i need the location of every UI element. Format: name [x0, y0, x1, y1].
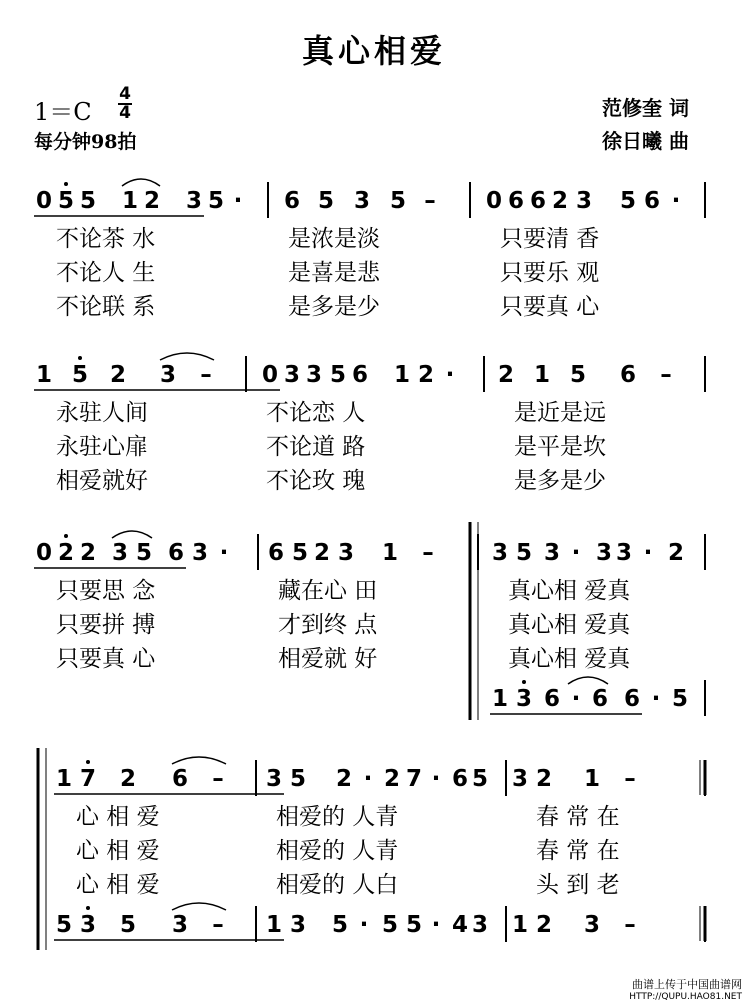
- note: –: [624, 766, 636, 792]
- note: 3: [575, 188, 592, 214]
- lyric-line: 藏在心 田: [278, 578, 378, 604]
- slur: [122, 179, 160, 186]
- note: 6: [451, 766, 468, 792]
- note: 0: [485, 188, 502, 214]
- lyric-line: 真心相 爱真: [508, 612, 631, 638]
- note: 3: [471, 912, 488, 938]
- note: 0: [261, 362, 278, 388]
- note: 6: [591, 686, 608, 712]
- note: 6: [171, 766, 188, 792]
- lyric-line: 只要乐 观: [500, 260, 600, 286]
- note: 3: [543, 540, 560, 566]
- note: 2: [551, 188, 568, 214]
- lyric-line: 是喜是悲: [288, 260, 380, 286]
- lyric-line: 心 相 爱: [76, 838, 160, 864]
- note: ·: [431, 766, 441, 792]
- note: ·: [233, 188, 243, 214]
- lyric-line: 不论道 路: [266, 434, 366, 460]
- note: 6: [283, 188, 300, 214]
- note: 5: [389, 188, 406, 214]
- note: 3: [305, 362, 322, 388]
- note: ·: [671, 188, 681, 214]
- composer-credit: 徐日曦 曲: [602, 129, 689, 153]
- note: 3: [283, 362, 300, 388]
- note: ·: [445, 362, 455, 388]
- note: 6: [623, 686, 640, 712]
- note: 6: [529, 188, 546, 214]
- lyric-line: 才到终 点: [278, 612, 378, 638]
- note: 3: [289, 912, 306, 938]
- note: 1: [511, 912, 528, 938]
- note: 5: [329, 362, 346, 388]
- octave-dot: [64, 182, 68, 186]
- note: 2: [535, 912, 552, 938]
- note: 3: [515, 686, 532, 712]
- note: 5: [381, 912, 398, 938]
- lyric-line: 相爱的 人白: [276, 872, 399, 898]
- note: 5: [515, 540, 532, 566]
- note: 5: [135, 540, 152, 566]
- lyric-line: 真心相 爱真: [508, 578, 631, 604]
- note: 2: [667, 540, 684, 566]
- note: 4: [451, 912, 468, 938]
- note: 5: [57, 188, 74, 214]
- note: 3: [111, 540, 128, 566]
- lyric-line: 是近是远: [514, 400, 606, 426]
- time-denominator: 4: [119, 103, 131, 123]
- note: 2: [383, 766, 400, 792]
- slur: [172, 757, 226, 764]
- lyric-line: 是浓是淡: [288, 226, 380, 252]
- lyric-line: 是多是少: [288, 294, 380, 320]
- note: 1: [533, 362, 550, 388]
- note: 2: [119, 766, 136, 792]
- lyric-line: 只要清 香: [500, 226, 600, 252]
- note: 0: [35, 188, 52, 214]
- note: 2: [535, 766, 552, 792]
- note: 1: [55, 766, 72, 792]
- lyric-line: 只要拼 搏: [56, 612, 156, 638]
- octave-dot: [78, 356, 82, 360]
- note: 7: [405, 766, 422, 792]
- note: 3: [191, 540, 208, 566]
- watermark-line1: 曲谱上传于中国曲谱网: [632, 978, 742, 991]
- time-numerator: 4: [119, 84, 131, 104]
- note: 5: [207, 188, 224, 214]
- note: 1: [583, 766, 600, 792]
- lyric-line: 永驻心扉: [56, 434, 148, 460]
- note: 1: [491, 686, 508, 712]
- note: –: [624, 912, 636, 938]
- note: 3: [185, 188, 202, 214]
- note: 1: [121, 188, 138, 214]
- note: ·: [571, 686, 581, 712]
- note: 6: [543, 686, 560, 712]
- note: 3: [583, 912, 600, 938]
- note: 0: [35, 540, 52, 566]
- note: 1: [381, 540, 398, 566]
- lyric-line: 相爱的 人青: [276, 804, 399, 830]
- note: 5: [119, 912, 136, 938]
- note: 3: [353, 188, 370, 214]
- note: 5: [405, 912, 422, 938]
- note: 5: [569, 362, 586, 388]
- slur: [172, 903, 226, 910]
- note: 3: [595, 540, 612, 566]
- note: 2: [79, 540, 96, 566]
- note: –: [422, 540, 434, 566]
- watermark: [629, 978, 742, 1004]
- note: 6: [267, 540, 284, 566]
- slur: [568, 677, 608, 684]
- octave-dot: [64, 534, 68, 538]
- note: 5: [317, 188, 334, 214]
- note: –: [200, 362, 212, 388]
- note: 7: [79, 766, 96, 792]
- note: 5: [71, 362, 88, 388]
- note: 3: [337, 540, 354, 566]
- note: 2: [313, 540, 330, 566]
- lyric-line: 不论茶 水: [56, 226, 156, 252]
- note: 6: [167, 540, 184, 566]
- slur: [160, 353, 214, 360]
- note: 2: [57, 540, 74, 566]
- lyric-line: 不论玫 瑰: [266, 468, 366, 494]
- lyric-line: 头 到 老: [536, 872, 620, 898]
- note: 6: [619, 362, 636, 388]
- note: –: [424, 188, 436, 214]
- lyric-line: 相爱就 好: [278, 646, 378, 672]
- note: 1: [393, 362, 410, 388]
- slur: [112, 531, 152, 538]
- note: –: [212, 912, 224, 938]
- lyric-line: 不论联 系: [56, 294, 156, 320]
- note: 5: [671, 686, 688, 712]
- lyric-line: 心 相 爱: [76, 872, 160, 898]
- note: 3: [159, 362, 176, 388]
- tempo-marking: 每分钟98拍: [34, 131, 137, 153]
- octave-dot: [86, 906, 90, 910]
- note: 1: [35, 362, 52, 388]
- note: 5: [289, 766, 306, 792]
- note: 5: [331, 912, 348, 938]
- lyric-line: 真心相 爱真: [508, 646, 631, 672]
- note: ·: [571, 540, 581, 566]
- note: –: [660, 362, 672, 388]
- lyric-line: 是平是坎: [514, 434, 606, 460]
- lyric-line: 不论人 生: [56, 260, 156, 286]
- note: ·: [651, 686, 661, 712]
- note: 2: [143, 188, 160, 214]
- note: 3: [491, 540, 508, 566]
- lyric-line: 春 常 在: [536, 838, 620, 864]
- lyric-line: 不论恋 人: [266, 400, 366, 426]
- note: 3: [265, 766, 282, 792]
- note: ·: [431, 912, 441, 938]
- note: 6: [643, 188, 660, 214]
- note: ·: [359, 912, 369, 938]
- note: 2: [417, 362, 434, 388]
- note: 1: [265, 912, 282, 938]
- lyric-line: 是多是少: [514, 468, 606, 494]
- page-title: 真心相爱: [301, 32, 446, 70]
- key-signature: 1＝C: [34, 98, 92, 126]
- watermark-line2: HTTP://QUPU.HAO81.NET: [629, 992, 742, 1002]
- note: 5: [79, 188, 96, 214]
- lyric-line: 只要真 心: [56, 646, 156, 672]
- note: 2: [109, 362, 126, 388]
- note: 3: [79, 912, 96, 938]
- note: 3: [511, 766, 528, 792]
- note: 6: [507, 188, 524, 214]
- lyric-line: 春 常 在: [536, 804, 620, 830]
- note: –: [212, 766, 224, 792]
- note: 5: [291, 540, 308, 566]
- note: 2: [497, 362, 514, 388]
- lyric-line: 相爱的 人青: [276, 838, 399, 864]
- lyric-line: 只要思 念: [56, 578, 156, 604]
- lyric-line: 永驻人间: [56, 400, 148, 426]
- note: 5: [55, 912, 72, 938]
- note: 6: [351, 362, 368, 388]
- lyric-line: 只要真 心: [500, 294, 600, 320]
- note: 2: [335, 766, 352, 792]
- note: ·: [643, 540, 653, 566]
- lyricist-credit: 范修奎 词: [602, 96, 689, 120]
- note: 3: [615, 540, 632, 566]
- octave-dot: [86, 760, 90, 764]
- octave-dot: [522, 680, 526, 684]
- note: 3: [171, 912, 188, 938]
- note: ·: [363, 766, 373, 792]
- lyric-line: 相爱就好: [56, 468, 148, 494]
- note: 5: [619, 188, 636, 214]
- note: 5: [471, 766, 488, 792]
- lyric-line: 心 相 爱: [76, 804, 160, 830]
- note: ·: [219, 540, 229, 566]
